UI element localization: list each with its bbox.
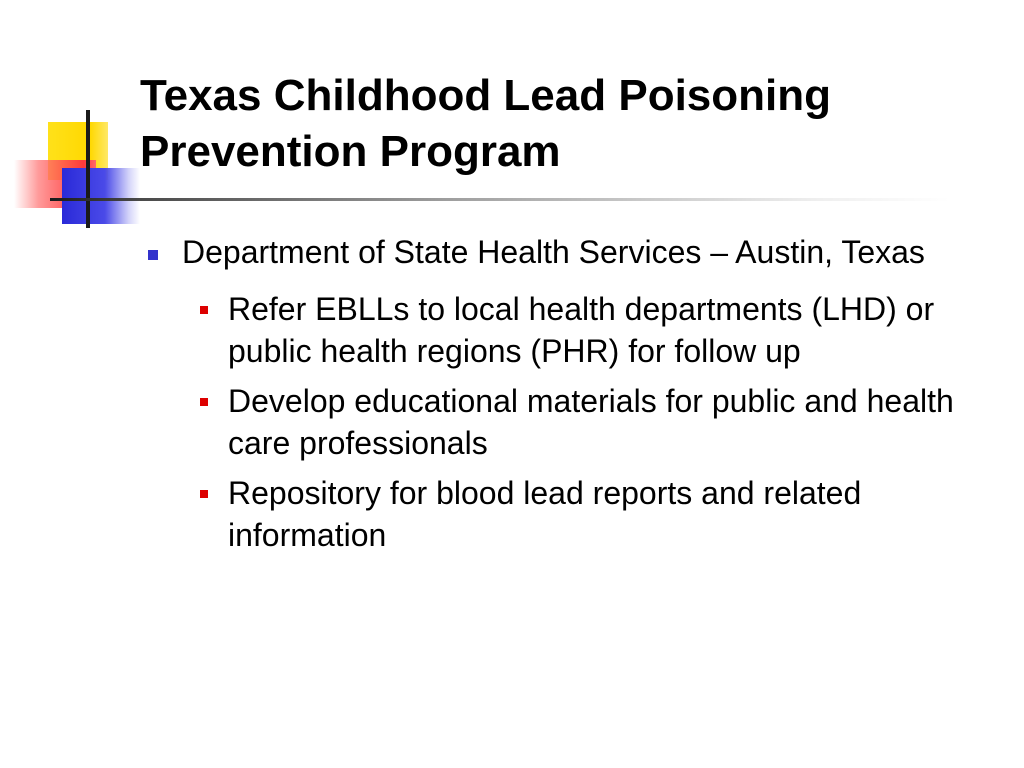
bullet-level2 [142,288,1002,372]
decorative-blue-square [62,168,140,224]
bullet-text: Develop educational materials for public and health care professionals [228,383,954,461]
decorative-vertical-line [86,110,90,228]
bullet-level2 [142,472,1002,556]
square-bullet-icon [148,250,158,260]
slide-title: Texas Childhood Lead Poisoning Prevention Program [140,71,832,176]
square-bullet-icon [200,398,208,406]
slide-body [142,230,1002,556]
bullet-level2 [142,380,1002,464]
bullet-text: Refer EBLLs to local health departments (LHD) or public health regions (PHR) for follow up [228,291,935,369]
bullet-text: Department of State Health Services – Austin, Texas [182,234,925,270]
bullet-level1 [142,230,1002,274]
title-underline [50,198,950,201]
bullet-text: Repository for blood lead reports and related information [228,475,862,553]
square-bullet-icon [200,306,208,314]
square-bullet-icon [200,490,208,498]
